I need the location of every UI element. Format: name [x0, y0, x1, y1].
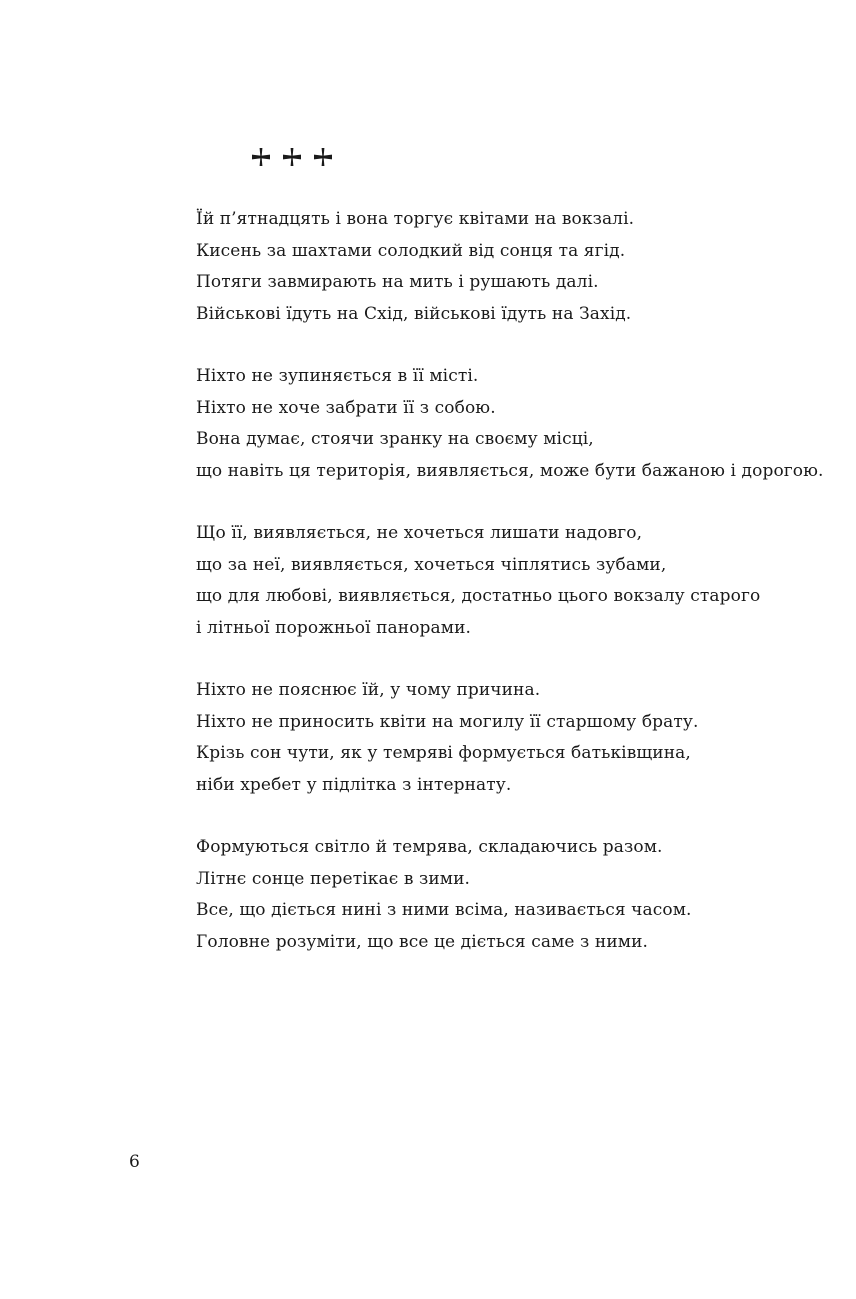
poem-line: Ніхто не хоче забрати її з собою.: [196, 397, 496, 418]
cross-pattee-icon: [249, 145, 273, 169]
stanza: [196, 675, 836, 801]
poem-line: що для любові, виявляється, достатньо цього вокзалу старого: [196, 586, 761, 606]
cross-pattee-icon: [311, 145, 335, 169]
poem-line: що навіть ця територія, виявляється, може бути бажаною і дорогою.: [196, 460, 824, 481]
poem-line: Головне розуміти, що все це діється саме з ними.: [196, 931, 649, 952]
poem-line: Їй п’ятнадцять і вона торгує квітами на вокзалі.: [196, 209, 635, 229]
poem-line: Все, що діється нині з ними всіма, називається часом.: [196, 900, 692, 920]
page-number: 6: [129, 1152, 140, 1172]
section-ornament: [249, 145, 335, 171]
poem-line: Формуються світло й темрява, складаючись разом.: [196, 837, 663, 857]
stanza: [196, 518, 836, 644]
poem-line: Крізь сон чути, як у темряві формується батьківщина,: [196, 743, 691, 763]
poem-line: Ніхто не зупиняється в її місті.: [196, 366, 479, 386]
poem-line: Військові їдуть на Схід, військові їдуть на Захід.: [196, 303, 632, 324]
poem-line: що за неї, виявляється, хочеться чіплятись зубами,: [196, 554, 667, 575]
stanza: [196, 832, 836, 958]
poem-line: Кисень за шахтами солодкий від сонця та ягід.: [196, 240, 626, 261]
poem-line: ніби хребет у підлітка з інтернату.: [196, 774, 512, 795]
poem-line: Потяги завмирають на мить і рушають далі.: [196, 272, 599, 292]
poem-line: Ніхто не пояснює їй, у чому причина.: [196, 680, 541, 700]
poem-line: Що її, виявляється, не хочеться лишати надовго,: [196, 523, 643, 543]
poem-line: Ніхто не приносить квіти на могилу її старшому брату.: [196, 711, 699, 732]
poem-line: і літньої порожньої панорами.: [196, 617, 472, 638]
stanza: [196, 204, 836, 330]
poem-line: Вона думає, стоячи зранку на своєму місці,: [196, 429, 594, 449]
poem: [196, 204, 836, 989]
cross-pattee-icon: [280, 145, 304, 169]
poem-line: Літнє сонце перетікає в зими.: [196, 868, 471, 889]
stanza: [196, 361, 836, 487]
